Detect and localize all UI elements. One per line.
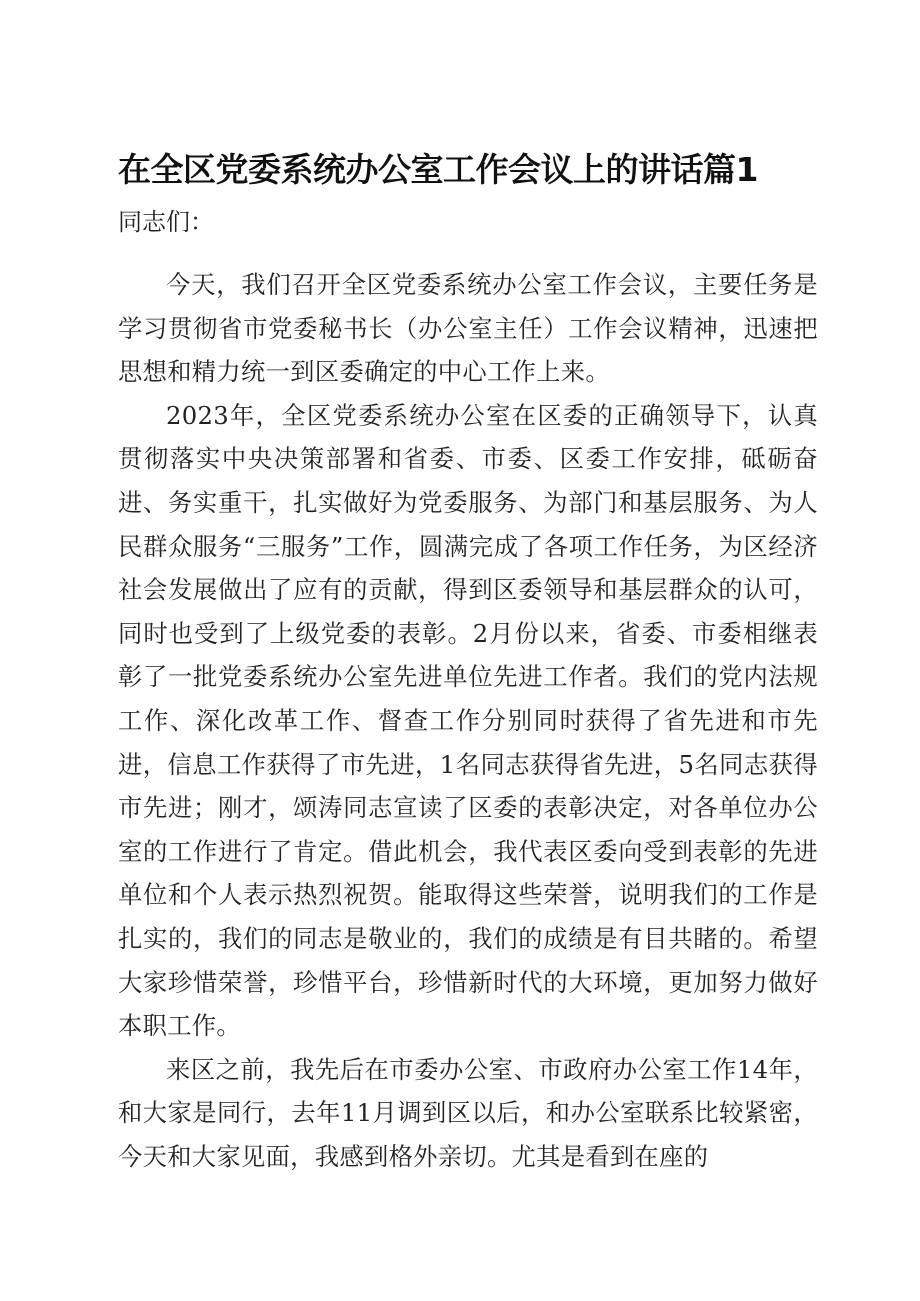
paragraph: 2023年，全区党委系统办公室在区委的正确领导下，认真贯彻落实中央决策部署和省委、市委、区委工作安排，砥砺奋进、务实重干，扎实做好为党委服务、为部门和基层服务、为人民群众服务“三服务”工作，圆满完成了各项工作任务，为区经济社会发展做出了应有的贡献，得到区委领导和基层群众的认可，同时也受到了上级党委的表彰。2月份以来，省委、市委相继表彰了一批党委系统办公室先进单位先进工作者。我们的党内法规工作、深化改革工作、督查工作分别同时获得了省先进和市先进，信息工作获得了市先进，1名同志获得省先进，5名同志获得市先进；刚才，颂涛同志宣读了区委的表彰决定，对各单位办公室的工作进行了肯定。借此机会，我代表区委向受到表彰的先进单位和个人表示热烈祝贺。能取得这些荣誉，说明我们的工作是扎实的，我们的同志是敬业的，我们的成绩是有目共睹的。希望大家珍惜荣誉，珍惜平台，珍惜新时代的大环境，更加努力做好本职工作。 <box>118 400 818 1041</box>
document-body <box>118 263 818 1178</box>
paragraph: 今天，我们召开全区党委系统办公室工作会议，主要任务是学习贯彻省市党委秘书长（办公室主任）工作会议精神，迅速把思想和精力统一到区委确定的中心工作上来。 <box>118 270 818 387</box>
paragraph: 来区之前，我先后在市委办公室、市政府办公室工作14年，和大家是同行，去年11月调到区以后，和办公室联系比较紧密，今天和大家见面，我感到格外亲切。尤其是看到在座的 <box>118 1054 818 1171</box>
document-title: 在全区党委系统办公室工作会议上的讲话篇1 <box>118 150 758 189</box>
salutation: 同志们： <box>118 208 214 236</box>
